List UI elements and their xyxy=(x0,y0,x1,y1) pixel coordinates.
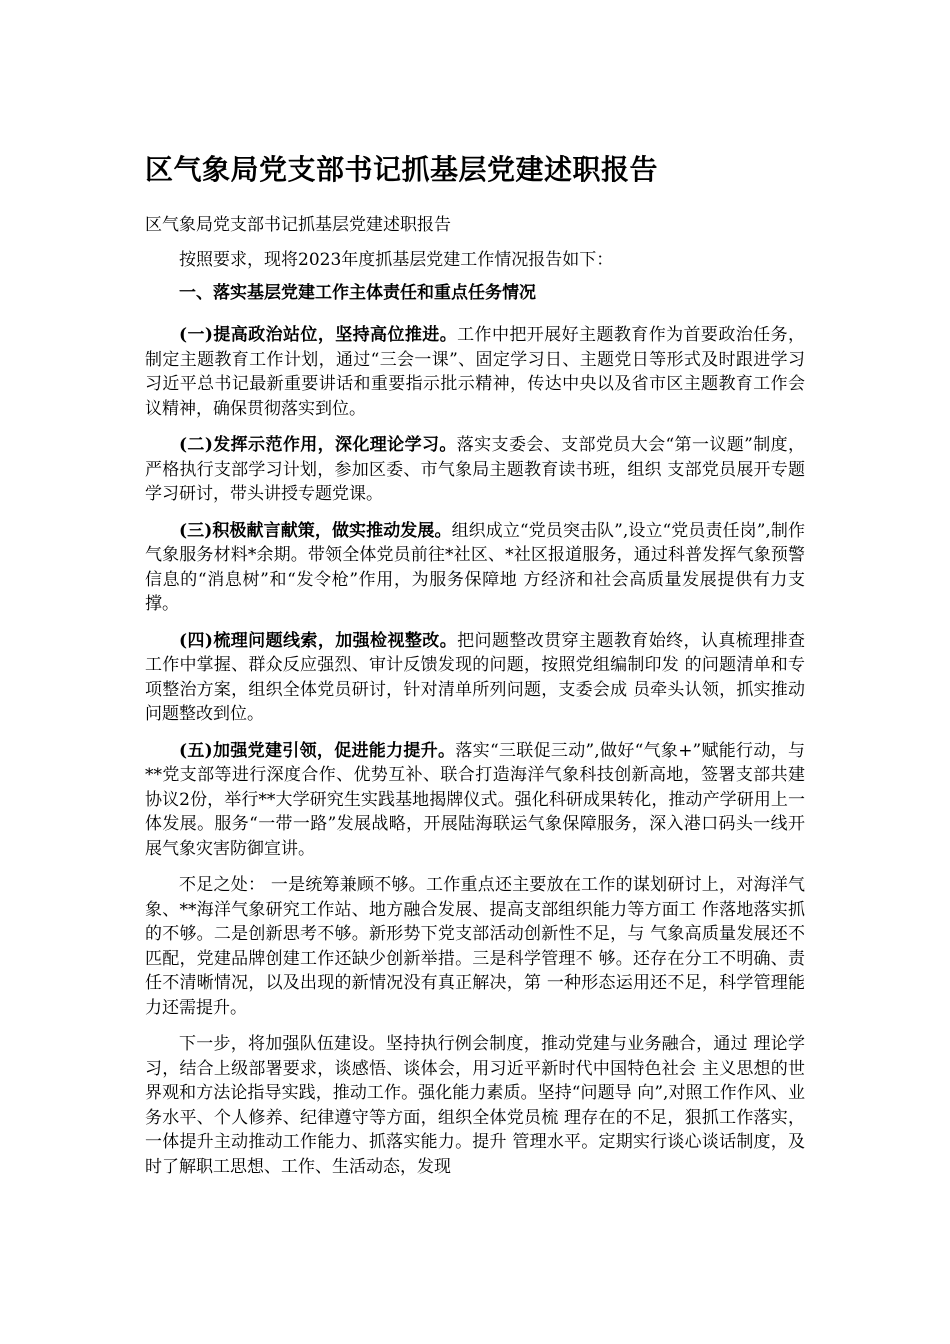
task-item-4-lead: (四)梳理问题线索，加强检视整改。 xyxy=(179,630,458,651)
next-steps-paragraph: 下一步，将加强队伍建设。坚持执行例会制度，推动党建与业务融合，通过 理论学习，结合上级部署要求，谈感悟、谈体会，用习近平新时代中国特色社会 主义思想的世界观和方法论指导实践，推动工作。强化能力素质。坚持“问题导 向”,对照工作作风、业务水平、个人修养、纪律遵守等方面，组织全体党员梳 理存在的不足，狠抓工作落实， 一体提升主动推动工作能力、抓落实能力。提升 管理水平。定期实行谈心谈话制度，及时了解职工思想、工作、生活动态，发现 xyxy=(145,1034,805,1177)
section-heading-1: 一、落实基层党建工作主体责任和重点任务情况 xyxy=(179,282,536,303)
task-item-1 xyxy=(145,323,805,421)
task-item-5-text: 落实“三联促三动”,做好“气象+”赋能行动，与**党支部等进行深度合作、优势互补、联合打造海洋气象科技创新高地，签署支部共建协议2份，举行**大学研究生实践基地揭牌仪式。强化科研成果转化，推动产学研用上一体发展。服务“一带一路”发展战略，开展陆海联运气象保障服务，深入港口码头一线开展气象灾害防御宣讲。 xyxy=(145,740,805,859)
task-item-4-text: 把问题整改贯穿主题教育始终，认真梳理排查工作中掌握、群众反应强烈、审计反馈发现的问题，按照党组编制印发 的问题清单和专项整治方案，组织全体党员研讨，针对清单所列问题，支委会成 员牵头认领，抓实推动问题整改到位。 xyxy=(145,630,806,724)
task-item-2 xyxy=(145,433,805,507)
task-item-4 xyxy=(145,629,805,727)
task-item-5-lead: (五)加强党建引领，促进能力提升。 xyxy=(179,740,456,761)
document-subtitle: 区气象局党支部书记抓基层党建述职报告 xyxy=(145,215,451,235)
intro-paragraph: 按照要求，现将2023年度抓基层党建工作情况报告如下： xyxy=(179,250,614,270)
task-item-2-lead: (二)发挥示范作用，深化理论学习。 xyxy=(179,435,457,455)
document-page xyxy=(145,150,805,1191)
document-title: 区气象局党支部书记抓基层党建述职报告 xyxy=(145,153,659,186)
task-item-1-text: 工作中把开展好主题教育作为首要政治任务，制定主题教育工作计划，通过“三会一课”、固定学习日、主题党日等形式及时跟进学习习近平总书记最新重要讲话和重要指示批示精神，传达中央以及省市区主题教育工作会议精神，确保贯彻落实到位。 xyxy=(145,325,806,419)
task-item-5 xyxy=(145,739,805,862)
task-item-3-lead: (三)积极献言献策，做实推动发展。 xyxy=(179,520,452,541)
task-item-2-text: 落实支委会、支部党员大会“第一议题”制度，严格执行支部学习计划，参加区委、市气象局主题教育读书班，组织 支部党员展开专题学习研讨，带头讲授专题党课。 xyxy=(145,435,805,504)
task-item-3 xyxy=(145,519,805,617)
task-item-1-lead: (一)提高政治站位，坚持高位推进。 xyxy=(179,325,458,345)
task-item-3-text: 组织成立“党员突击队”,设立“党员责任岗”,制作气象服务材料*余期。带领全体党员前往*社区、*社区报道服务，通过科普发挥气象预警信息的“消息树”和“发令枪”作用，为服务保障地 方经济和社会高质量发展提供有力支撑。 xyxy=(145,520,805,614)
shortcomings-paragraph: 不足之处： 一是统筹兼顾不够。工作重点还主要放在工作的谋划研讨上，对海洋气象、**海洋气象研究工作站、地方融合发展、提高支部组织能力等方面工 作落地落实抓的不够。二是创新思考不够。新形势下党支部活动创新性不足，与 气象高质量发展还不匹配，党建品牌创建工作还缺少创新举措。三是科学管理不 够。还存在分工不明确、责任不清晰情况，以及出现的新情况没有真正解决，第 一种形态运用还不足，科学管理能力还需提升。 xyxy=(145,875,805,1018)
